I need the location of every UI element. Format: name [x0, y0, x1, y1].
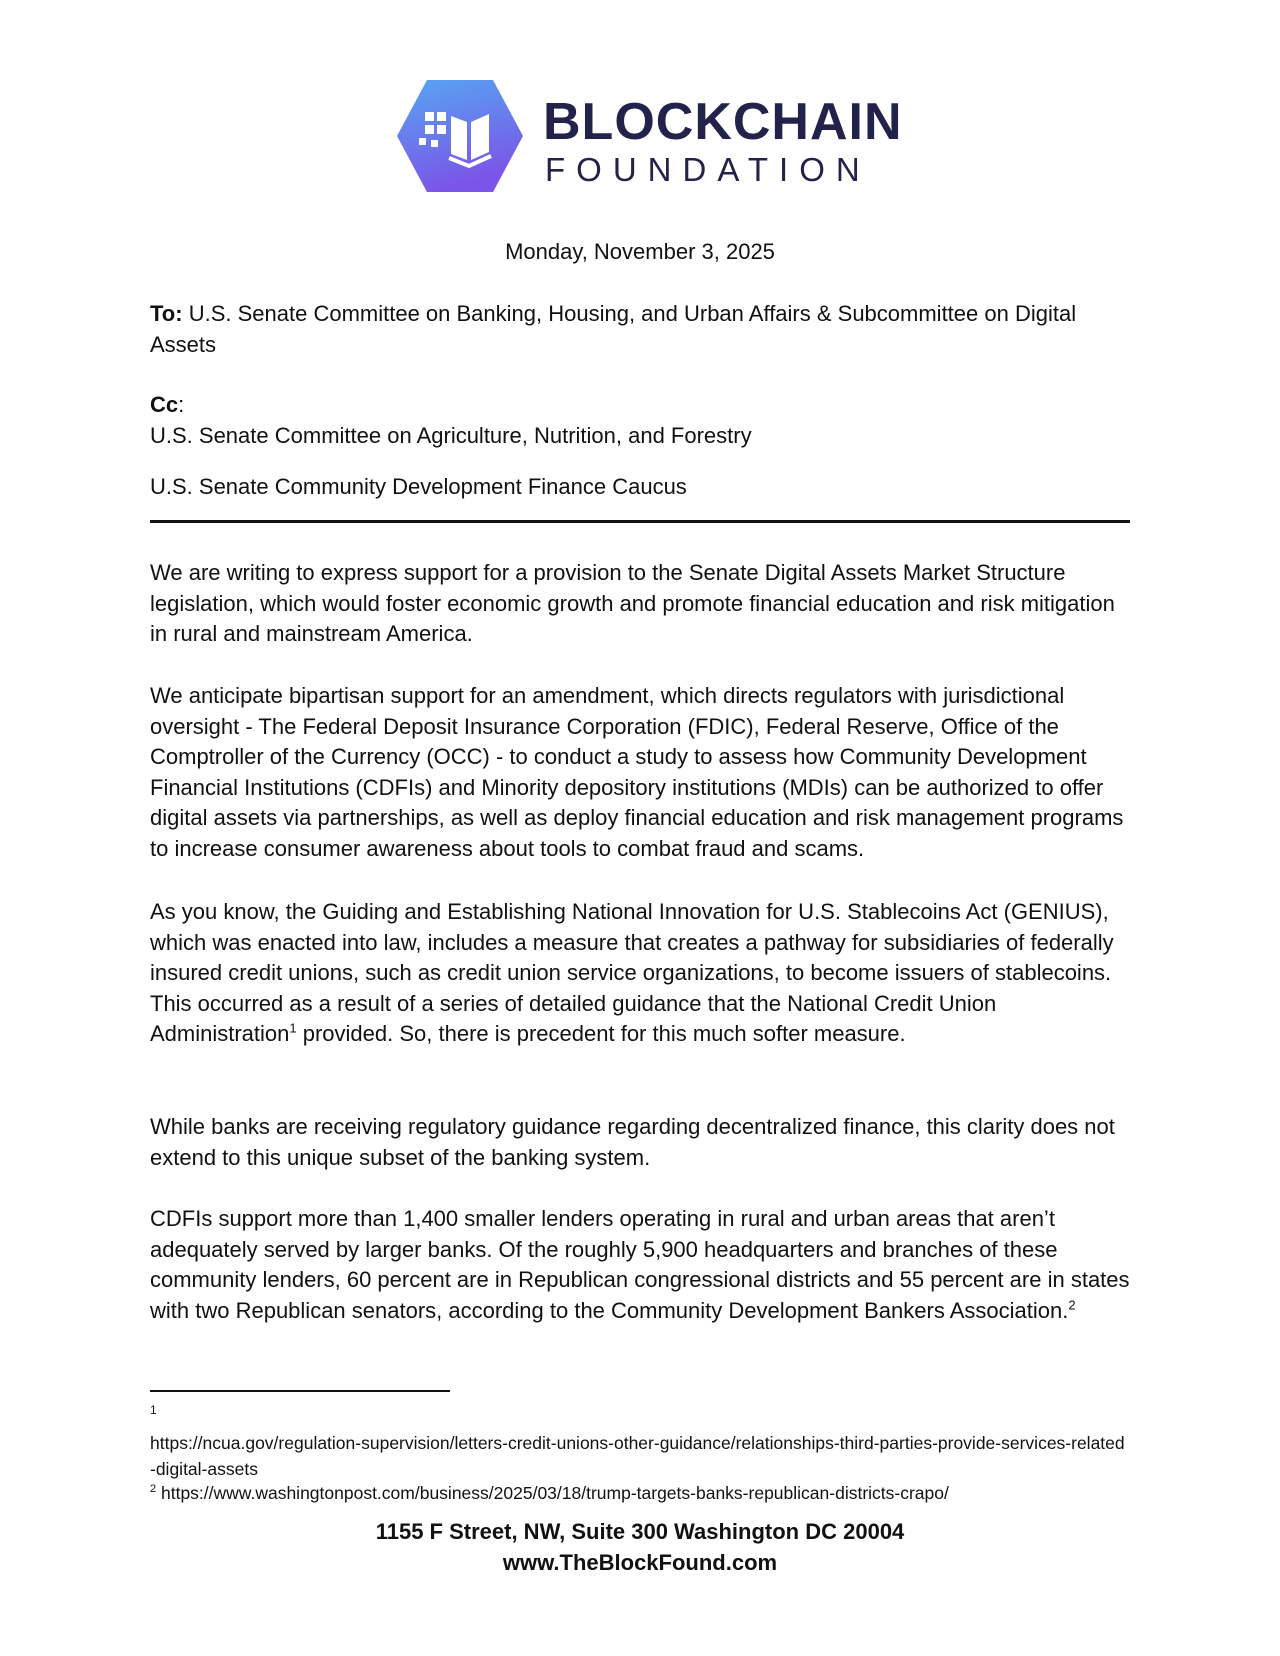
to-label: To:: [150, 301, 183, 326]
footnote-ref[interactable]: 2: [1068, 1297, 1076, 1313]
footnote-2: [150, 1480, 1130, 1506]
footer-address: 1155 F Street, NW, Suite 300 Washington DC 20004: [375, 1519, 905, 1544]
body-paragraph: We are writing to express support for a provision to the Senate Digital Assets Market Structure legislation, which would foster economic growth and promote financial education and risk mitigation in rural and mainstream America.: [150, 560, 1115, 646]
footnote-number: 2: [150, 1483, 157, 1496]
body-paragraph: We anticipate bipartisan support for an amendment, which directs regulators with jurisdictional oversight - The Federal Deposit Insurance Corporation (FDIC), Federal Reserve, Office of the Comptroller of the Currency (OCC) - to conduct a study to assess how Community Development Financial Institutions (CDFIs) and Minority depository institutions (MDIs) can be authorized to offer digital assets via partnerships, as well as deploy financial education and risk management programs to increase consumer awareness about tools to combat fraud and scams.: [150, 683, 1124, 861]
footnote-2-link[interactable]: https://www.washingtonpost.com/business/2025/03/18/trump-targets-banks-republican-districts-crapo/: [156, 1483, 949, 1503]
paragraph-text: provided. So, there is precedent for this much softer measure.: [296, 1021, 906, 1046]
footnote-divider: [150, 1390, 450, 1392]
paragraph-text: As you know, the Guiding and Establishing National Innovation for U.S. Stablecoins Act (GENIUS), which was enacted into law, includes a measure that creates a pathway for subsidiaries of federally insured credit unions, such as credit union service organizations, to become issuers of stablecoins. This occurred as a result of a series of detailed guidance that the National Credit Union Administration: [150, 899, 1114, 1046]
to-recipient: U.S. Senate Committee on Banking, Housing, and Urban Affairs & Subcommittee on Digital Assets: [150, 301, 1077, 357]
header-divider: [150, 520, 1130, 523]
body-paragraph: [150, 897, 1130, 1050]
body-paragraph: [150, 1204, 1130, 1326]
logo-wordmark-foundation: FOUNDATION: [545, 151, 871, 188]
cc-recipient: U.S. Senate Community Development Finance Caucus: [150, 474, 687, 499]
body-paragraph: While banks are receiving regulatory guidance regarding decentralized finance, this clarity does not extend to this unique subset of the banking system.: [150, 1114, 1115, 1170]
footnote-number: 1: [150, 1403, 157, 1417]
cc-recipient: U.S. Senate Committee on Agriculture, Nutrition, and Forestry: [150, 423, 752, 448]
footer-website[interactable]: www.TheBlockFound.com: [502, 1550, 778, 1575]
cc-label: Cc: [150, 392, 179, 417]
paragraph-text: CDFIs support more than 1,400 smaller lenders operating in rural and urban areas that aren’t adequately served by larger banks. Of the roughly 5,900 headquarters and branches of these community lenders, 60 percent are in Republican congressional districts and 55 percent are in states with two Republican senators, according to the Community Development Bankers Association.: [150, 1206, 1130, 1323]
to-line: [150, 299, 1130, 360]
cc-line: [150, 390, 1130, 421]
blockchain-foundation-logo: [395, 78, 903, 198]
letter-date: Monday, November 3, 2025: [505, 239, 775, 264]
hexagon-logo-icon: [395, 78, 525, 194]
logo-wordmark-blockchain: BLOCKCHAIN: [543, 93, 903, 151]
footnote-1-link[interactable]: https://ncua.gov/regulation-supervision/letters-credit-unions-other-guidance/relationships-third-parties-provide-services-related-digital-assets: [150, 1433, 1125, 1479]
cc-colon: :: [178, 392, 185, 417]
footnote-ref[interactable]: 1: [289, 1020, 297, 1036]
